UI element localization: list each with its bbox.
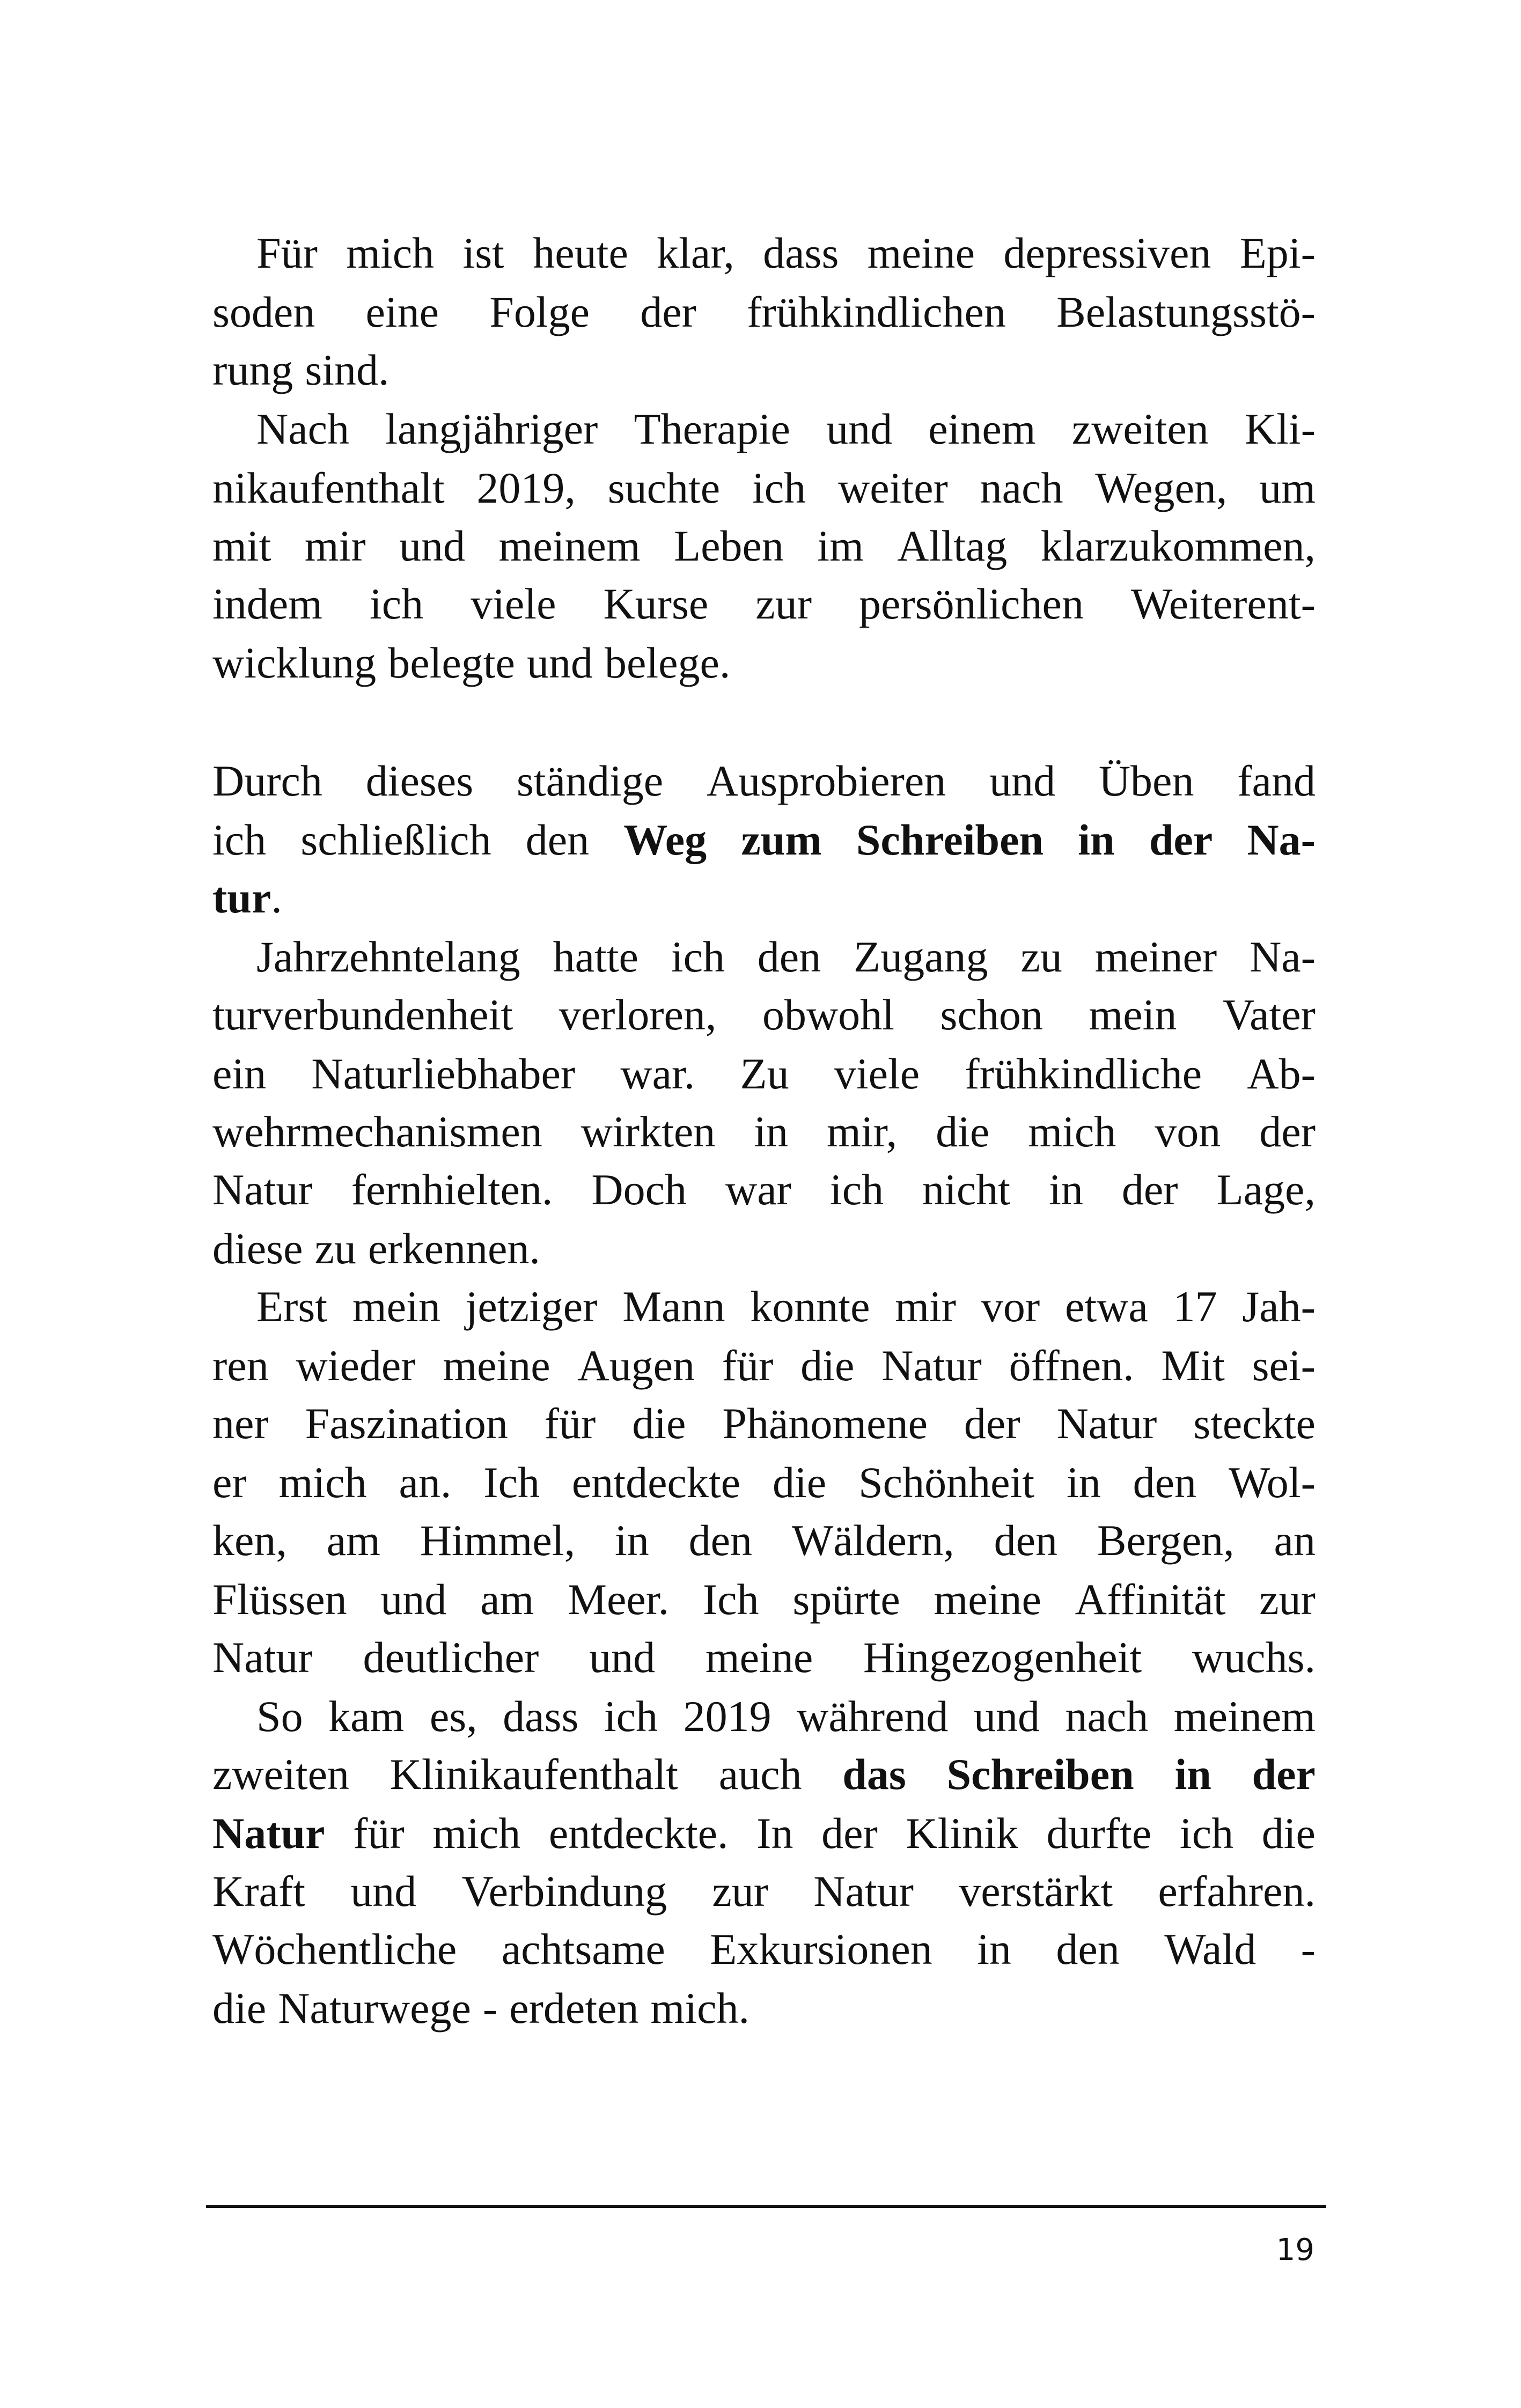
word: nicht <box>922 1165 1011 1214</box>
word: im <box>817 521 864 570</box>
word: war. <box>620 1049 695 1098</box>
word: Natur <box>1056 1399 1157 1448</box>
word: Folge <box>489 288 590 336</box>
word: Faszination <box>305 1399 508 1448</box>
word: wicklung <box>212 638 377 687</box>
word: ner <box>212 1399 269 1448</box>
text-line <box>212 1278 1316 1336</box>
word: in <box>614 1516 649 1565</box>
word: meine <box>443 1341 550 1390</box>
word: sind. <box>305 345 390 394</box>
word: frühkindlichen <box>747 288 1006 336</box>
word: Üben <box>1098 756 1194 805</box>
word: in <box>1066 1458 1101 1507</box>
word: öffnen. <box>1009 1341 1134 1390</box>
text-line <box>212 517 1316 575</box>
word: Mit <box>1161 1341 1225 1390</box>
word: Vater <box>1222 990 1316 1039</box>
text-line <box>212 1512 1316 1570</box>
word: ständige <box>516 756 664 805</box>
word: ich <box>752 463 806 512</box>
text-line <box>212 869 1316 927</box>
word: 2019, <box>476 463 576 512</box>
word: das <box>842 1750 906 1799</box>
word: Naturwege <box>278 1984 471 2033</box>
text-line <box>212 1629 1316 1687</box>
word: zur <box>712 1867 769 1916</box>
word: war <box>725 1165 791 1214</box>
word: Flüssen <box>212 1575 347 1624</box>
word: Mann <box>622 1282 725 1331</box>
word: konnte <box>750 1282 870 1331</box>
text-line <box>212 1337 1316 1395</box>
word: - <box>482 1984 498 2033</box>
word: um <box>1259 463 1316 512</box>
word: an. <box>399 1458 452 1507</box>
word: und <box>989 756 1056 805</box>
word: in <box>1078 815 1115 864</box>
word: Für <box>256 229 318 277</box>
word: in <box>1049 1165 1083 1214</box>
word: zu <box>1020 932 1062 981</box>
text-line <box>212 1746 1316 1803</box>
word: Verbindung <box>461 1867 667 1916</box>
word: Erst <box>256 1282 328 1331</box>
text-line <box>212 1103 1316 1161</box>
text-line <box>212 1395 1316 1453</box>
word: am <box>326 1516 380 1565</box>
word: Durch <box>212 756 322 805</box>
word: viele <box>834 1049 920 1098</box>
footer-rule <box>206 2205 1326 2208</box>
text-line <box>212 341 1316 399</box>
word: mir <box>304 521 366 570</box>
word: heute <box>533 229 628 277</box>
word: obwohl <box>762 990 894 1039</box>
word: von <box>1155 1107 1221 1156</box>
word: jetziger <box>465 1282 598 1331</box>
word: turverbundenheit <box>212 990 513 1039</box>
word: und <box>826 404 893 453</box>
word: ich <box>1179 1809 1234 1858</box>
word: mich <box>278 1458 367 1507</box>
word: erkennen. <box>368 1224 540 1273</box>
word: nach <box>980 463 1063 512</box>
word: schon <box>940 990 1043 1039</box>
word: der <box>1121 1165 1178 1214</box>
word: in <box>977 1925 1011 1973</box>
word: depressiven <box>1003 229 1211 277</box>
word: wieder <box>296 1341 416 1390</box>
word: rung <box>212 345 293 394</box>
word: Wald <box>1164 1925 1257 1973</box>
text-line <box>212 224 1316 282</box>
word: Ab- <box>1247 1049 1316 1098</box>
word: die <box>936 1107 990 1156</box>
word: persönlichen <box>858 579 1084 628</box>
text-line <box>212 752 1316 810</box>
word: soden <box>212 288 315 336</box>
word: ein <box>212 1049 267 1098</box>
word: wuchs. <box>1192 1633 1316 1682</box>
word: mich <box>432 1809 521 1858</box>
word: Kli- <box>1244 404 1316 453</box>
text-line <box>212 1920 1316 1978</box>
word: mein <box>1089 990 1177 1039</box>
word: Phänomene <box>722 1399 928 1448</box>
word: Affinität <box>1075 1575 1226 1624</box>
word: und <box>380 1575 447 1624</box>
text-line <box>212 986 1316 1044</box>
word: an <box>1274 1516 1316 1565</box>
word: und <box>350 1867 417 1916</box>
word: Doch <box>591 1165 687 1214</box>
word: Exkursionen <box>710 1925 932 1973</box>
word: sei- <box>1252 1341 1316 1390</box>
word: Hingezogenheit <box>863 1633 1142 1682</box>
word: mir <box>895 1282 957 1331</box>
word: Ausprobieren <box>706 756 946 805</box>
word: Natur <box>212 1809 325 1858</box>
word: Himmel, <box>420 1516 576 1565</box>
word: mein <box>352 1282 440 1331</box>
word: spürte <box>792 1575 900 1624</box>
word: meine <box>934 1575 1041 1624</box>
text-line <box>212 283 1316 341</box>
word: ich <box>671 932 725 981</box>
word: Wol- <box>1228 1458 1316 1507</box>
word: kam <box>328 1692 405 1741</box>
word: mich <box>1028 1107 1116 1156</box>
word: Na- <box>1250 932 1316 981</box>
word: Naturliebhaber <box>311 1049 576 1098</box>
word: Schreiben <box>856 815 1044 864</box>
word: der <box>1149 815 1213 864</box>
word: nikaufenthalt <box>212 463 445 512</box>
word: die <box>632 1399 686 1448</box>
word: tur. <box>212 873 282 922</box>
word: dieses <box>365 756 474 805</box>
word: mit <box>212 521 271 570</box>
word: die <box>1261 1809 1316 1858</box>
word: Schönheit <box>858 1458 1035 1507</box>
body-text <box>212 0 1316 2124</box>
word: er <box>212 1458 247 1507</box>
word: verstärkt <box>959 1867 1113 1916</box>
word: Weiterent- <box>1130 579 1316 628</box>
word: schließlich <box>300 815 491 864</box>
word: suchte <box>607 463 721 512</box>
word: eine <box>365 288 439 336</box>
word: und <box>973 1692 1040 1741</box>
word: Kurse <box>603 579 709 628</box>
word: Natur <box>881 1341 982 1390</box>
word: Na- <box>1247 815 1316 864</box>
word: meine <box>705 1633 813 1682</box>
word: achtsame <box>501 1925 665 1973</box>
word: entdeckte. <box>548 1809 729 1858</box>
word: Bergen, <box>1097 1516 1235 1565</box>
word: und <box>399 521 466 570</box>
word: Leben <box>674 521 784 570</box>
word: fand <box>1237 756 1316 805</box>
word: für <box>544 1399 596 1448</box>
word: etwa <box>1064 1282 1148 1331</box>
word: meiner <box>1094 932 1217 981</box>
word: Klinikaufenthalt <box>390 1750 679 1799</box>
word: wehrmechanismen <box>212 1107 542 1156</box>
word: die <box>800 1341 855 1390</box>
word: den <box>994 1516 1057 1565</box>
text-line <box>212 1805 1316 1862</box>
word: den <box>757 932 821 981</box>
word: klarzukommen, <box>1040 521 1316 570</box>
word: Weg <box>623 815 707 864</box>
word: Jah- <box>1242 1282 1316 1331</box>
word: Augen <box>577 1341 695 1390</box>
word: nach <box>1065 1692 1149 1741</box>
word: deutlicher <box>363 1633 539 1682</box>
word: auch <box>718 1750 802 1799</box>
word: den <box>1133 1458 1197 1507</box>
word: frühkindliche <box>965 1049 1202 1098</box>
word: zum <box>741 815 822 864</box>
word: diese <box>212 1224 303 1273</box>
word: Lage, <box>1216 1165 1316 1214</box>
word: mich <box>346 229 435 277</box>
word: meinem <box>498 521 641 570</box>
word: meine <box>867 229 975 277</box>
word: am <box>480 1575 534 1624</box>
word: zu <box>314 1224 356 1273</box>
text-line <box>212 928 1316 986</box>
word: vor <box>981 1282 1040 1331</box>
word: ist <box>462 229 504 277</box>
word: belegte <box>388 638 515 687</box>
word: zweiten <box>1071 404 1209 453</box>
word: mich. <box>650 1984 750 2033</box>
word: Meer. <box>568 1575 670 1624</box>
word: Schreiben <box>946 1750 1134 1799</box>
word: Natur <box>212 1165 313 1214</box>
word: zur <box>1259 1575 1316 1624</box>
word: ich <box>212 815 267 864</box>
text-line <box>212 1862 1316 1920</box>
word: meinem <box>1173 1692 1316 1741</box>
word: mir, <box>827 1107 898 1156</box>
word: hatte <box>553 932 638 981</box>
text-line <box>212 1979 1316 2037</box>
word: durfte <box>1046 1809 1152 1858</box>
word: belege. <box>604 638 731 687</box>
word: für <box>353 1809 405 1858</box>
word: die <box>772 1458 827 1507</box>
word: in <box>1174 1750 1211 1799</box>
word: die <box>212 1984 267 2033</box>
word: Wegen, <box>1095 463 1228 512</box>
word: ich <box>829 1165 884 1214</box>
word: den <box>688 1516 753 1565</box>
word: langjähriger <box>385 404 598 453</box>
word: Kraft <box>212 1867 306 1916</box>
word: So <box>256 1692 303 1741</box>
word: zweiten <box>212 1750 349 1799</box>
word: in <box>754 1107 789 1156</box>
word: verloren, <box>559 990 717 1039</box>
word: - <box>1300 1925 1316 1973</box>
word: Jahrzehntelang <box>256 932 520 981</box>
text-line <box>212 1220 1316 1278</box>
word: erdeten <box>509 1984 639 2033</box>
text-line <box>212 1161 1316 1219</box>
word: Nach <box>256 404 350 453</box>
word: Natur <box>212 1633 313 1682</box>
word: wirkten <box>581 1107 716 1156</box>
word: Wäldern, <box>791 1516 954 1565</box>
word: Epi- <box>1239 229 1316 277</box>
word: erfahren. <box>1158 1867 1316 1916</box>
word: während <box>797 1692 949 1741</box>
word: dass <box>763 229 839 277</box>
page-number: 19 <box>1276 2233 1314 2267</box>
word: der <box>1259 1107 1316 1156</box>
word: Alltag <box>897 521 1008 570</box>
word: der <box>640 288 696 336</box>
word: Ich <box>702 1575 759 1624</box>
word: Zugang <box>854 932 988 981</box>
word: Ich <box>483 1458 540 1507</box>
word: Wöchentliche <box>212 1925 457 1973</box>
word: der <box>821 1809 878 1858</box>
word: dass <box>503 1692 579 1741</box>
text-line <box>212 634 1316 692</box>
word: Natur <box>813 1867 914 1916</box>
word: 17 <box>1173 1282 1217 1331</box>
text-line <box>212 400 1316 458</box>
word: Therapie <box>634 404 790 453</box>
word: 2019 <box>683 1692 771 1741</box>
word: ich <box>369 579 424 628</box>
word: Klinik <box>906 1809 1018 1858</box>
text-line <box>212 1688 1316 1746</box>
word: ich <box>604 1692 658 1741</box>
word: einem <box>928 404 1036 453</box>
word: der <box>964 1399 1020 1448</box>
word: und <box>589 1633 656 1682</box>
word: den <box>1056 1925 1120 1973</box>
word: fernhielten. <box>351 1165 553 1214</box>
word: entdeckte <box>571 1458 741 1507</box>
text-line <box>212 575 1316 633</box>
word: steckte <box>1193 1399 1316 1448</box>
word: der <box>1252 1750 1316 1799</box>
text-line <box>212 811 1316 869</box>
word: Zu <box>740 1049 789 1098</box>
word: ren <box>212 1341 269 1390</box>
word: und <box>526 638 593 687</box>
word: für <box>722 1341 774 1390</box>
text-line <box>212 459 1316 517</box>
text-line <box>212 1045 1316 1103</box>
word: es, <box>429 1692 477 1741</box>
word: klar, <box>657 229 734 277</box>
word: Belastungsstö- <box>1056 288 1316 336</box>
text-line <box>212 1454 1316 1512</box>
word: indem <box>212 579 322 628</box>
word: den <box>525 815 590 864</box>
word: weiter <box>837 463 948 512</box>
word: In <box>756 1809 793 1858</box>
word: viele <box>471 579 556 628</box>
word: ken, <box>212 1516 287 1565</box>
word: zur <box>755 579 812 628</box>
text-line <box>212 1571 1316 1629</box>
